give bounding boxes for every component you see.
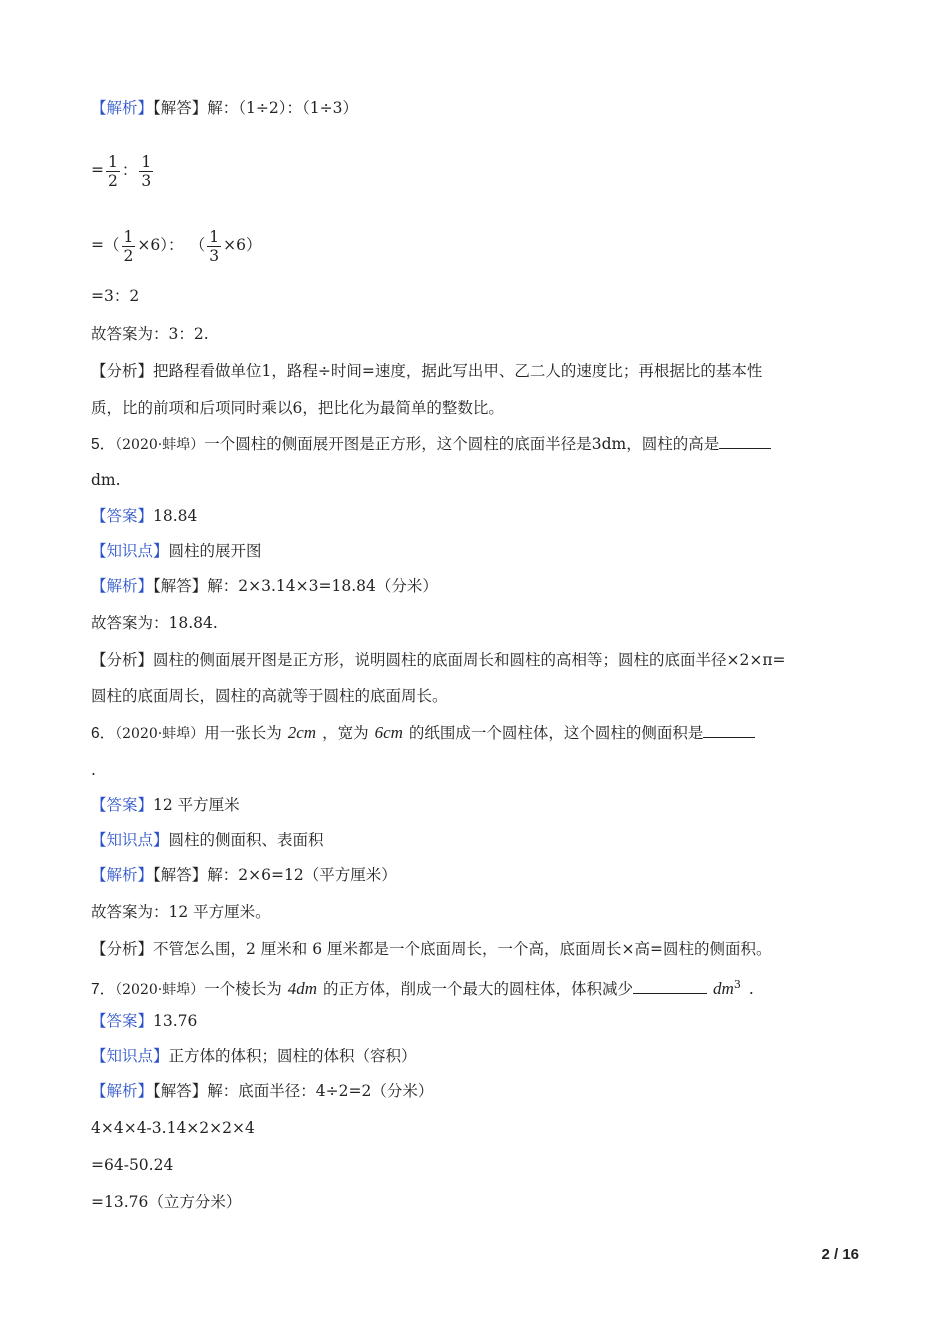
tag-fenxi: 【分析】 [91, 651, 154, 669]
q6-solution [91, 865, 397, 885]
q4-eq1 [91, 150, 155, 190]
tag-jieda: 【解答】 [153, 866, 208, 884]
question-end: . [748, 980, 754, 999]
tag-zhishi: 【知识点】 [91, 542, 169, 560]
answer-value: 12 平方厘米 [153, 796, 240, 814]
solution-text: 解：底面半径：4÷2=2（分米） [207, 1082, 434, 1100]
question-source: （2020·蚌埠） [115, 982, 205, 999]
fraction-denominator: 3 [209, 246, 220, 265]
q7-calc1: 4×4×4-3.14×2×2×4 [91, 1119, 255, 1137]
times-six: ×6）： [137, 236, 184, 254]
tag-daan: 【答案】 [91, 796, 154, 814]
tag-jiexi: 【解析】 [91, 1082, 154, 1100]
fraction-numerator: 1 [108, 152, 118, 171]
q4-solution-line [91, 98, 358, 118]
tag-zhishi: 【知识点】 [91, 1047, 169, 1065]
question-source: （2020·蚌埠） [115, 437, 205, 453]
fraction-numerator: 1 [209, 227, 220, 246]
q5-question [91, 434, 771, 455]
tag-jiexi: 【解析】 [91, 866, 154, 884]
question-source: （2020·蚌埠） [115, 726, 205, 742]
fraction-numerator: 1 [141, 152, 152, 171]
q6-question [91, 723, 755, 744]
fraction-numerator: 1 [123, 227, 134, 246]
answer-blank [719, 434, 771, 449]
tag-jiexi: 【解析】 [91, 577, 154, 595]
question-text: 一个圆柱的侧面展开图是正方形，这个圆柱的底面半径是3dm，圆柱的高是 [204, 435, 720, 453]
q5-solution [91, 576, 438, 596]
fraction-one-half [106, 153, 120, 190]
q5-answer-line: 故答案为：18.84. [91, 614, 218, 632]
unit-dm: dm [713, 979, 734, 999]
question-number: 6． [91, 725, 116, 742]
knowledge-text: 圆柱的展开图 [168, 542, 262, 560]
q4-solution-start: 解：（1÷2）：（1÷3） [207, 99, 358, 117]
page-number: 2 / 16 [821, 1246, 859, 1263]
answer-value: 13.76 [153, 1012, 198, 1030]
question-text: 的纸围成一个圆柱体，这个圆柱的侧面积是 [408, 724, 704, 742]
q6-analysis [91, 939, 772, 959]
q7-calc2: =64-50.24 [91, 1156, 174, 1174]
tag-jieda: 【解答】 [153, 99, 208, 117]
width-value: 6cm [374, 723, 403, 742]
q7-knowledge [91, 1046, 417, 1066]
answer-value: 18.84 [153, 507, 198, 525]
q6-dot: . [91, 761, 96, 779]
q7-solution [91, 1081, 433, 1101]
answer-blank [633, 979, 707, 994]
q4-answer-line: 故答案为：3：2. [91, 325, 209, 343]
q4-eq3: =3：2 [91, 287, 140, 305]
analysis-text: 不管怎么围，2 厘米和 6 厘米都是一个底面周长，一个高，底面周长×高=圆柱的侧面积。 [153, 940, 772, 958]
tag-fenxi: 【分析】 [91, 940, 154, 958]
fraction-one-half [122, 228, 136, 265]
q7-question [91, 975, 754, 1000]
times-six-end: ×6） [223, 236, 262, 254]
tag-daan: 【答案】 [91, 507, 154, 525]
question-text: 的正方体，削成一个最大的圆柱体，体积减少 [323, 980, 634, 999]
fraction-denominator: 3 [141, 171, 152, 190]
answer-blank [703, 723, 755, 738]
tag-jiexi: 【解析】 [91, 99, 154, 117]
question-text: ，宽为 [322, 724, 369, 742]
q7-answer [91, 1011, 197, 1031]
tag-fenxi: 【分析】 [91, 362, 154, 380]
solution-text: 解：2×6=12（平方厘米） [207, 866, 397, 884]
analysis-text: 圆柱的侧面展开图是正方形，说明圆柱的底面周长和圆柱的高相等；圆柱的底面半径×2×π= [153, 651, 786, 669]
question-number: 7． [91, 981, 116, 999]
open-paren: （ [197, 236, 206, 254]
q4-analysis-line1 [91, 361, 762, 381]
eq-prefix: =（ [91, 236, 120, 254]
ratio-colon: ： [121, 161, 138, 179]
q4-eq2 [91, 225, 261, 265]
q5-analysis-line2: 圆柱的底面周长，圆柱的高就等于圆柱的底面周长。 [91, 687, 448, 705]
q5-answer [91, 506, 197, 526]
solution-text: 解：2×3.14×3=18.84（分米） [207, 577, 438, 595]
fraction-one-third [207, 228, 221, 265]
q5-knowledge [91, 541, 262, 561]
question-text: 用一张长为 [204, 724, 282, 742]
q4-analysis-line2: 质，比的前项和后项同时乘以6，把比化为最简单的整数比。 [91, 399, 504, 417]
knowledge-text: 圆柱的侧面积、表面积 [168, 831, 324, 849]
knowledge-text: 正方体的体积；圆柱的体积（容积） [168, 1047, 417, 1065]
tag-jieda: 【解答】 [153, 577, 208, 595]
q5-unit: dm. [91, 471, 121, 489]
length-value: 2cm [287, 723, 317, 742]
q6-answer-line: 故答案为：12 平方厘米。 [91, 903, 271, 921]
tag-daan: 【答案】 [91, 1012, 154, 1030]
q6-knowledge [91, 830, 324, 850]
eq-prefix: = [91, 161, 104, 179]
q6-answer [91, 795, 240, 815]
question-text: 一个棱长为 [204, 980, 282, 999]
unit-exponent: 3 [733, 978, 741, 991]
q7-calc3: =13.76（立方分米） [91, 1193, 242, 1211]
tag-jieda: 【解答】 [153, 1082, 208, 1100]
q5-analysis-line1 [91, 650, 786, 670]
analysis-text: 把路程看做单位1，路程÷时间=速度，据此写出甲、乙二人的速度比；再根据比的基本性 [153, 362, 763, 380]
question-number: 5． [91, 436, 116, 453]
tag-zhishi: 【知识点】 [91, 831, 169, 849]
edge-value: 4dm [287, 979, 318, 999]
fraction-one-third [139, 153, 153, 190]
fraction-denominator: 2 [108, 171, 118, 190]
fraction-denominator: 2 [123, 246, 134, 265]
